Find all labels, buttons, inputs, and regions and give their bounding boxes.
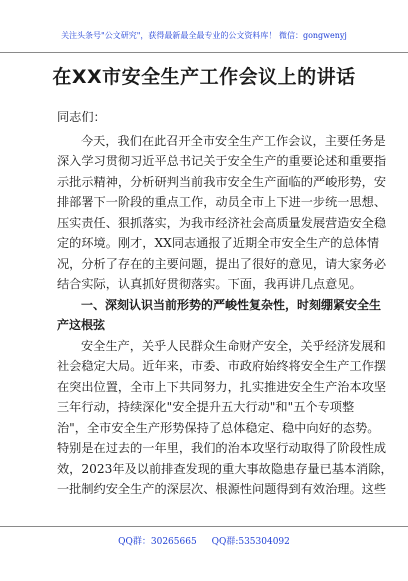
paragraph-line: 三年行动，持续深化"安全提升五大行动"和"五个专项整 [57, 400, 355, 414]
paragraph-line: 治"，全市安全生产形势保持了总体稳定、稳中向好的态势。 [57, 420, 380, 435]
paragraph-line: 排部署下一阶段的重点工作，动员全市上下进一步统一思想、 [57, 195, 387, 209]
paragraph-line: 特别是在过去的一年里，我们的治本攻坚行动取得了阶段性成 [57, 441, 387, 455]
page-header [0, 0, 408, 53]
paragraph-line: 今天，我们在此召开全市安全生产工作会议，主要任务是 [81, 133, 386, 148]
paragraph-line: 示批示精神，分析研判当前我市安全生产面临的严峻形势，安 [57, 174, 387, 189]
section-heading-1 [57, 295, 382, 336]
paragraph-line: 结合实际，认真抓好贯彻落实。下面，我再讲几点意见。 [57, 277, 362, 291]
footer-contact [0, 534, 408, 547]
paragraph-line: 况，分析了存在的主要问题，提出了很好的意见，请大家务必 [57, 256, 387, 271]
document-title: 在XX市安全生产工作会议上的讲话 [52, 66, 356, 88]
paragraph-line: 社会稳定大局。近年来，市委、市政府始终将安全生产工作摆 [57, 359, 387, 373]
paragraph-line: 一批制约安全生产的深层次、根源性问题得到有效治理。这些 [57, 482, 387, 496]
paragraph-1 [57, 131, 387, 295]
document-body [57, 107, 393, 500]
paragraph-line: 在突出位置，全市上下共同努力，扎实推进安全生产治本攻坚 [57, 379, 387, 394]
qq-group-2: QQ群:535304092 [211, 537, 290, 547]
header-promo-text: 关注头条号"公文研究"，获得最新最全最专业的公文资料库！ 微信：gongwenyj [61, 31, 347, 40]
paragraph-2 [57, 336, 393, 500]
qq-group-1: QQ群：30265665 [118, 537, 197, 547]
paragraph-line: 安全生产，关乎人民群众生命财产安全，关乎经济发展和 [81, 338, 386, 353]
paragraph-line: 定的环境。刚才，XX同志通报了近期全市安全生产的总体情 [57, 236, 380, 250]
page-footer [0, 526, 408, 581]
paragraph-line: 深入学习贯彻习近平总书记关于安全生产的重要论述和重要指 [57, 154, 387, 168]
heading-line: 产这根弦 [57, 318, 106, 332]
salutation: 同志们： [57, 110, 106, 124]
paragraph-line: 效，2023年及以前排查发现的重大事故隐患存量已基本消除， [57, 461, 393, 476]
heading-line: 一、深刻认识当前形势的严峻性复杂性，时刻绷紧安全生 [81, 297, 382, 312]
paragraph-line: 压实责任、狠抓落实，为我市经济社会高质量发展营造安全稳 [57, 215, 387, 230]
